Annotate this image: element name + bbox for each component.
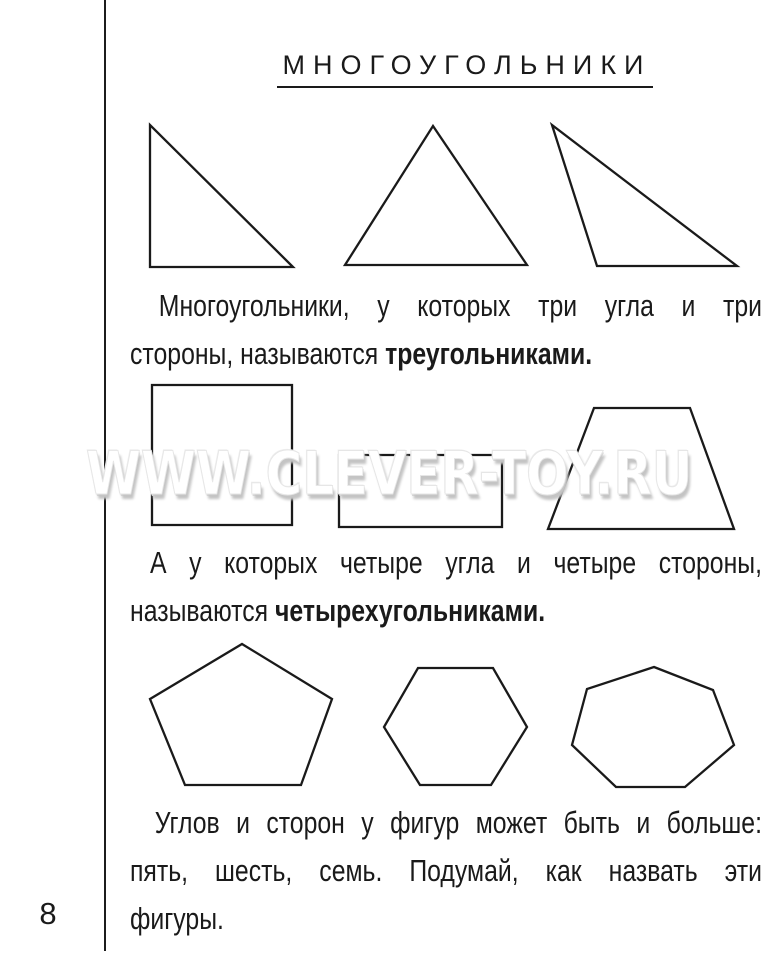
watermark: WWW.CLEVER-TOY.RU [86, 439, 693, 509]
right-triangle-shape [150, 125, 293, 267]
paragraph-triangles [130, 282, 762, 378]
page-number: 8 [39, 896, 57, 931]
paragraph-quadrilaterals-line1: А у которых четыре угла и четыре стороны, [150, 545, 762, 580]
term-triangles: треугольниками. [385, 336, 593, 371]
heptagon-shape [572, 667, 734, 787]
hexagon-shape [384, 668, 527, 785]
paragraph-more-shapes-line1: Углов и сторон у фигур может быть и больше: [154, 805, 762, 840]
paragraph-quadrilaterals [130, 539, 762, 635]
term-quadrilaterals: четырехугольниками. [274, 593, 546, 628]
acute-triangle-shape [345, 126, 527, 265]
scalene-triangle-shape [552, 125, 737, 266]
paragraph-quadrilaterals-line2 [130, 587, 762, 635]
paragraph-triangles-line1: Многоугольники, у которых три угла и три [158, 288, 762, 323]
pentagon-shape [150, 644, 332, 785]
paragraph-more-shapes-line2: пять, шесть, семь. Подумай, как назвать эти [130, 853, 762, 888]
paragraph-triangles-line2-text: стороны, называются [130, 336, 386, 371]
title-wrap [130, 48, 784, 88]
paragraph-more-shapes [130, 799, 762, 943]
page-title: МНОГОУГОЛЬНИКИ [277, 48, 654, 88]
paragraph-quadrilaterals-line2-text: называются [130, 593, 275, 628]
paragraph-triangles-line2 [130, 330, 762, 378]
paragraph-more-shapes-line3: фигуры. [130, 901, 224, 936]
